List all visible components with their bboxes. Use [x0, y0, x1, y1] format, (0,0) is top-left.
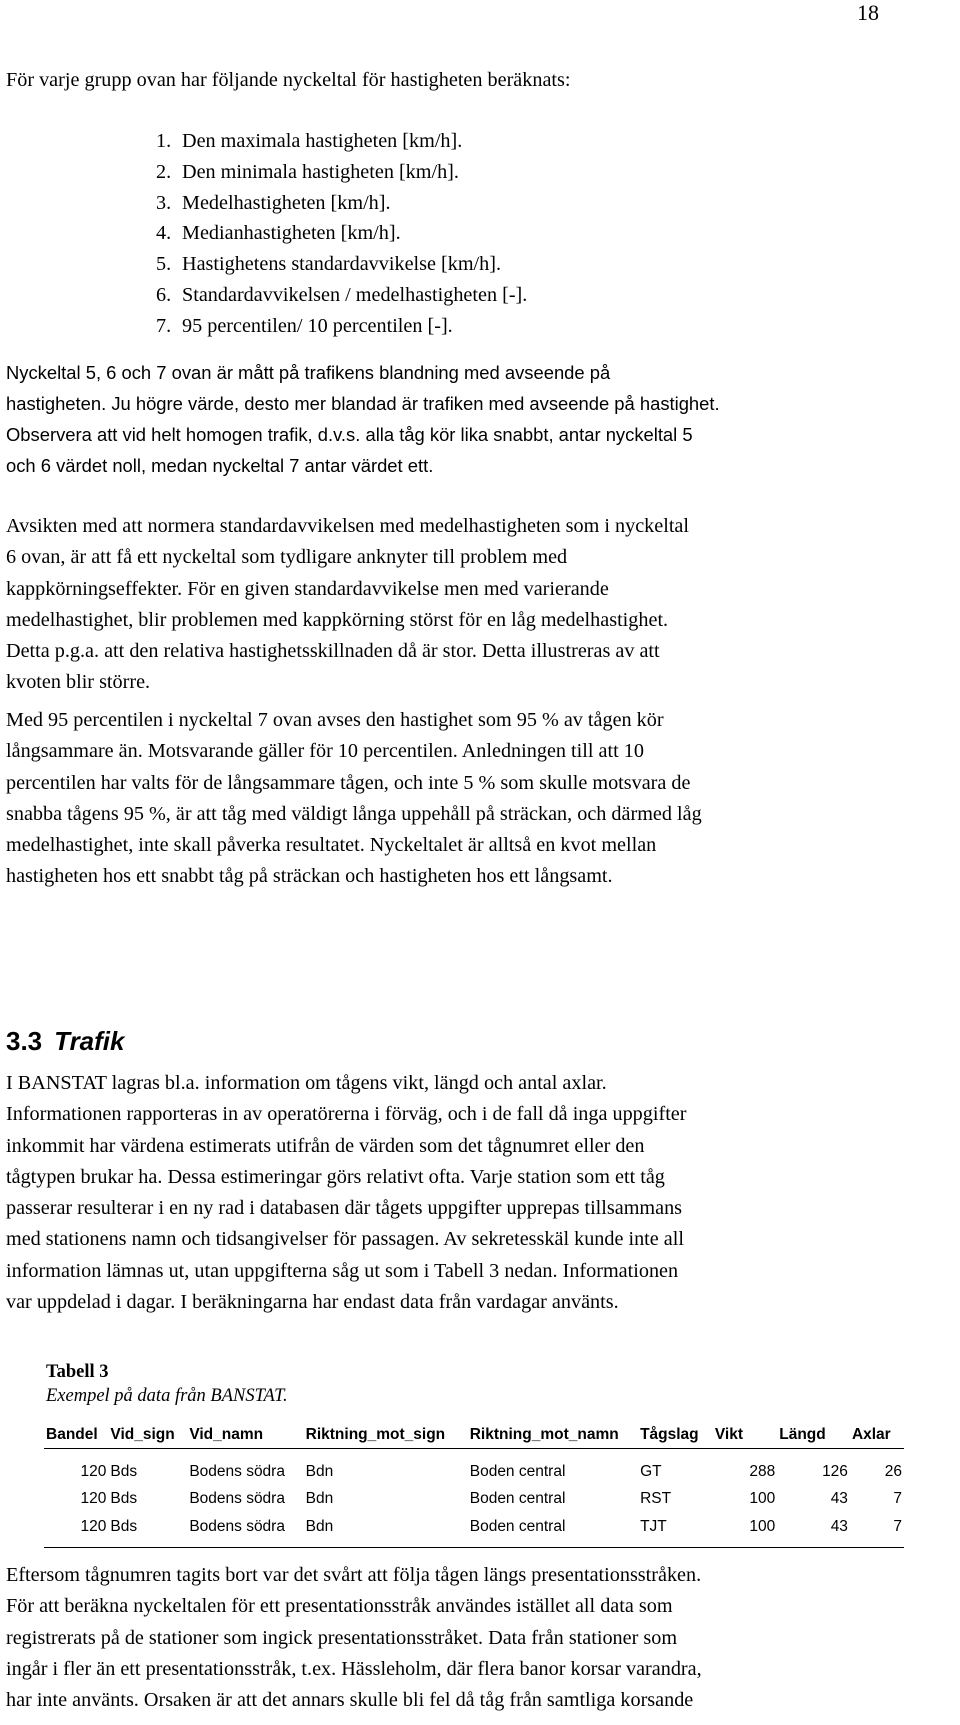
list-item-text: Den minimala hastigheten [km/h]. [182, 160, 459, 183]
text-line: kvoten blir större. [6, 671, 151, 694]
section-heading [6, 1026, 125, 1056]
table-cell: 26 [884, 1463, 902, 1480]
table-cell: Boden central [469, 1490, 566, 1507]
table-subtitle: Exempel på data från BANSTAT. [46, 1386, 288, 1406]
text-line: För att beräkna nyckeltalen för ett presentationsstråk användes istället all data som [6, 1595, 673, 1618]
table-title: Tabell 3 [46, 1362, 109, 1382]
text-line: Informationen rapporteras in av operatörerna i förväg, och i de fall då inga uppgifter [6, 1103, 687, 1126]
list-item-number: 3. [156, 191, 172, 214]
column-header: Vikt [713, 1424, 777, 1449]
table-cell: 43 [777, 1513, 850, 1548]
text-line: passerar resulterar i en ny rad i databasen där tågets uppgifter upprepas tillsammans [6, 1197, 683, 1220]
table-cell: 126 [822, 1463, 848, 1480]
table-cell: Bodens södra [189, 1490, 285, 1507]
table-cell: 120 [44, 1513, 108, 1548]
column-header: Vid_sign [108, 1424, 187, 1449]
list-item-number: 5. [156, 253, 172, 276]
list-item-text: Medianhastigheten [km/h]. [182, 222, 401, 245]
table-cell: 100 [713, 1513, 777, 1548]
column-header: Tågslag [638, 1424, 713, 1449]
text-line: registrerats på de stationer som ingick presentationsstråket. Data från stationer som [6, 1626, 678, 1649]
text-line: Avsikten med att normera standardavvikelsen med medelhastigheten som i nyckeltal [6, 515, 689, 537]
column-header: Bandel [44, 1424, 108, 1449]
table-cell: 120 [80, 1463, 107, 1480]
text-line: Observera att vid helt homogen trafik, d.v.s. alla tåg kör lika snabbt, antar nyckeltal 5 [6, 424, 693, 445]
table-cell: Bdn [305, 1463, 334, 1480]
list-item [156, 188, 527, 219]
table-cell: 288 [749, 1463, 776, 1480]
paragraph-normalization [6, 511, 956, 699]
text-line: kappkörningseffekter. För en given standardavvikelse men med varierande [6, 577, 609, 600]
column-header: Längd [777, 1424, 850, 1449]
list-item [156, 157, 527, 188]
text-line: tågtypen brukar ha. Dessa estimeringar görs relativt ofta. Varje station som ett tåg [6, 1165, 665, 1188]
section-title: Trafik [54, 1026, 125, 1056]
table-cell: Bdn [304, 1513, 468, 1548]
table-cell: Bodens södra [187, 1513, 303, 1548]
intro-paragraph: För varje grupp ovan har följande nyckeltal för hastigheten beräknats: [6, 69, 571, 91]
list-item [156, 249, 527, 280]
table-row [44, 1449, 904, 1486]
paragraph-mixing-measures [6, 357, 956, 481]
text-line: medelhastighet, blir problemen med kappkörning störst för en låg medelhastighet. [6, 608, 669, 631]
table-cell: RST [640, 1490, 672, 1507]
table-cell: 43 [830, 1490, 848, 1507]
list-item-number: 6. [156, 283, 172, 306]
list-item-text: Den maximala hastigheten [km/h]. [182, 130, 463, 152]
text-line: hastigheten hos ett snabbt tåg på sträckan och hastigheten hos ett långsamt. [6, 865, 613, 888]
table-row [44, 1485, 904, 1513]
text-line: snabba tågens 95 %, är att tåg med väldigt långa uppehåll på sträckan, och därmed låg [6, 802, 702, 825]
table-cell: 7 [850, 1513, 904, 1548]
table-cell: Boden central [468, 1513, 638, 1548]
text-line: långsammare än. Motsvarande gäller för 10 percentilen. Anledningen till att 10 [6, 740, 644, 763]
text-line: var uppdelad i dagar. I beräkningarna har endast data från vardagar använts. [6, 1291, 619, 1314]
text-line: ingår i fler än ett presentationsstråk, t.ex. Hässleholm, där flera banor korsar varandra, [6, 1657, 702, 1680]
table-cell: Bds [110, 1463, 138, 1480]
text-line: percentilen har valts för de långsammare tågen, och inte 5 % som skulle motsvara de [6, 771, 691, 794]
column-header: Vid_namn [187, 1424, 303, 1449]
text-line: hastigheten. Ju högre värde, desto mer blandad är trafiken med avseende på hastighet. [6, 393, 720, 414]
list-item [156, 126, 527, 157]
section-number: 3.3 [6, 1026, 43, 1056]
text-line: Detta p.g.a. att den relativa hastighetsskillnaden då är stor. Detta illustreras av att [6, 640, 660, 663]
text-line: Eftersom tågnumren tagits bort var det svårt att följa tågen längs presentationsstråken. [6, 1564, 702, 1586]
table-cell: Bds [108, 1513, 187, 1548]
page-number: 18 [857, 0, 879, 25]
list-item-text: Medelhastigheten [km/h]. [182, 191, 391, 214]
text-line: och 6 värdet noll, medan nyckeltal 7 antar värdet ett. [6, 455, 434, 476]
text-line: med stationens namn och tidsangivelser för passagen. Av sekretesskäl kunde inte all [6, 1228, 684, 1251]
list-item [156, 311, 527, 342]
table-cell: Boden central [469, 1463, 566, 1480]
table-header-row [44, 1424, 904, 1449]
paragraph-presentation-routes [6, 1560, 956, 1716]
list-item [156, 218, 527, 249]
table-cell: Bdn [305, 1490, 334, 1507]
list-item-text: Standardavvikelsen / medelhastigheten [-]. [182, 283, 528, 306]
table-cell: TJT [638, 1513, 713, 1548]
list-item-number: 1. [156, 130, 172, 152]
list-item-number: 2. [156, 160, 172, 183]
table-cell: 120 [80, 1490, 107, 1507]
paragraph-percentiles [6, 705, 956, 893]
table-cell: GT [640, 1463, 662, 1480]
list-item-text: 95 percentilen/ 10 percentilen [-]. [182, 314, 453, 337]
banstat-table [44, 1424, 904, 1548]
table-cell: Bodens södra [189, 1463, 285, 1480]
text-line: inkommit har värdena estimerats utifrån de värden som det tågnumret eller den [6, 1134, 645, 1157]
column-header: Axlar [850, 1424, 904, 1449]
table-cell: Bds [110, 1490, 138, 1507]
table-caption [46, 1360, 288, 1408]
list-item-number: 7. [156, 314, 172, 337]
text-line: information lämnas ut, utan uppgifterna såg ut som i Tabell 3 nedan. Informationen [6, 1259, 679, 1282]
list-item-number: 4. [156, 222, 172, 245]
key-figures-list [156, 126, 527, 342]
text-line: 6 ovan, är att få ett nyckeltal som tydligare anknyter till problem med [6, 546, 568, 569]
table-cell: 100 [749, 1490, 776, 1507]
text-line: har inte använts. Orsaken är att det annars skulle bli fel då tåg från samtliga korsande [6, 1689, 694, 1712]
table-row [44, 1513, 904, 1548]
text-line: Nyckeltal 5, 6 och 7 ovan är mått på trafikens blandning med avseende på [6, 362, 611, 383]
column-header: Riktning_mot_namn [468, 1424, 638, 1449]
list-item-text: Hastighetens standardavvikelse [km/h]. [182, 253, 501, 276]
text-line: Med 95 percentilen i nyckeltal 7 ovan avses den hastighet som 95 % av tågen kör [6, 709, 664, 731]
text-line: medelhastighet, inte skall påverka resultatet. Nyckeltalet är alltså en kvot mellan [6, 834, 657, 857]
table-cell: 7 [893, 1490, 902, 1507]
text-line: I BANSTAT lagras bl.a. information om tågens vikt, längd och antal axlar. [6, 1072, 607, 1094]
list-item [156, 280, 527, 311]
column-header: Riktning_mot_sign [304, 1424, 468, 1449]
paragraph-banstat [6, 1068, 956, 1318]
